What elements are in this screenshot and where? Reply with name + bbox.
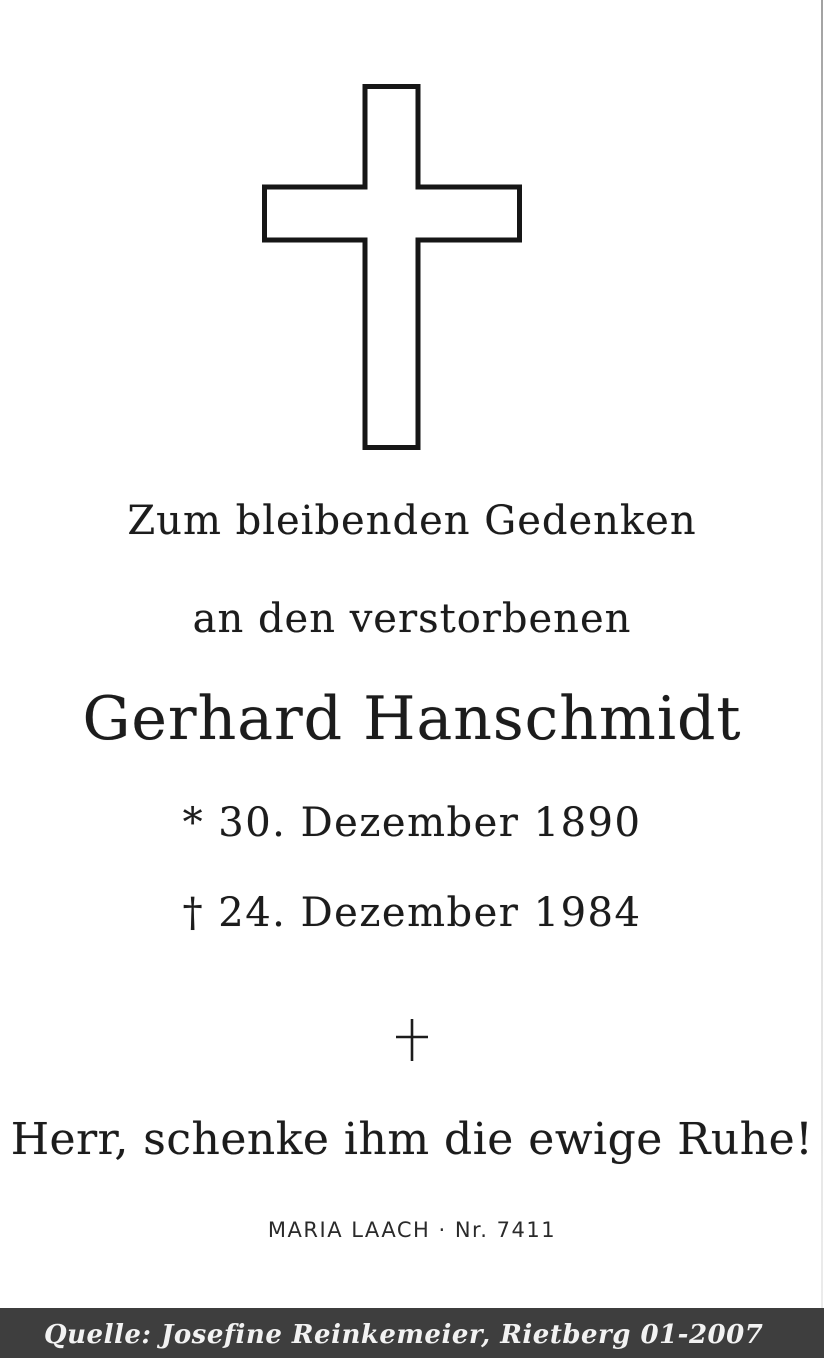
source-attribution-text: Quelle: Josefine Reinkemeier, Rietberg 01-2007 xyxy=(44,1320,764,1350)
small-cross-divider-icon xyxy=(394,1017,430,1063)
publisher-line: MARIA LAACH · Nr. 7411 xyxy=(267,1218,557,1242)
deceased-name: Gerhard Hanschmidt xyxy=(82,684,742,754)
death-date-line: † 24. Dezember 1984 xyxy=(182,890,642,936)
latin-cross-outline-icon xyxy=(262,84,522,450)
dedication-line-2: an den verstorbenen xyxy=(192,596,632,642)
scan-edge-artifact xyxy=(821,0,823,1308)
prayer-line: Herr, schenke ihm die ewige Ruhe! xyxy=(10,1114,814,1165)
birth-date-line: * 30. Dezember 1890 xyxy=(182,800,642,846)
source-attribution-bar xyxy=(0,1308,824,1358)
dedication-line-1: Zum bleibenden Gedenken xyxy=(127,498,697,544)
